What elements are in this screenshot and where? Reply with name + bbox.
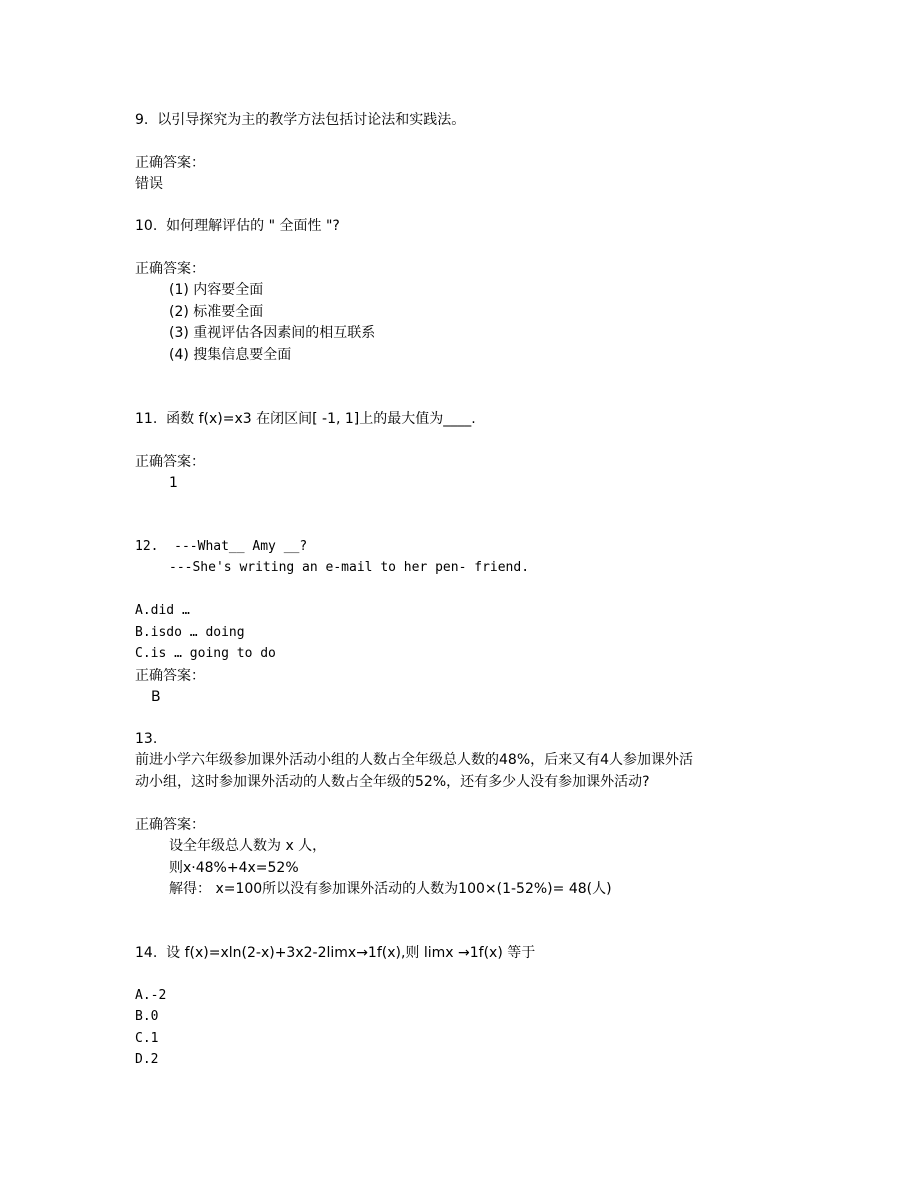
q9-answer: 错误 — [135, 176, 163, 192]
q11-question: 11. 函数 f(x)=x3 在闭区间[ -1, 1]上的最大值为____. — [135, 411, 476, 427]
q12-option-b: B.isdo … doing — [135, 625, 245, 640]
q11-answer: 1 — [169, 475, 178, 491]
q9-question: 9. 以引导探究为主的教学方法包括讨论法和实践法。 — [135, 112, 466, 128]
q13-question-line1: 前进小学六年级参加课外活动小组的人数占全年级总人数的48%，后来又有4人参加课外活 — [135, 752, 694, 768]
q13-answer-line: 则x·48%+4x=52% — [169, 860, 299, 876]
q12-option-a: A.did … — [135, 603, 190, 618]
q10-answer-item: (4) 搜集信息要全面 — [169, 347, 292, 363]
q11-answer-label: 正确答案： — [135, 454, 205, 470]
q12-answer-label: 正确答案： — [135, 668, 205, 684]
q12-option-c: C.is … going to do — [135, 646, 276, 661]
q10-answer-label: 正确答案： — [135, 261, 205, 277]
q10-question: 10. 如何理解评估的 " 全面性 "? — [135, 218, 340, 234]
q12-question-line2: ---She's writing an e-mail to her pen- friend. — [169, 560, 530, 575]
q14-option-b: B.0 — [135, 1009, 159, 1024]
q14-option-d: D.2 — [135, 1052, 159, 1067]
q13-answer-line: 解得： x=100所以没有参加课外活动的人数为100×(1-52%)= 48(人) — [169, 881, 612, 897]
q12-question: 12. ---What__ Amy __? — [135, 539, 308, 554]
q10-answer-item: (1) 内容要全面 — [169, 282, 264, 298]
q13-answer-line: 设全年级总人数为 x 人， — [169, 838, 327, 854]
q14-option-c: C.1 — [135, 1031, 159, 1046]
q13-answer-label: 正确答案： — [135, 817, 205, 833]
q12-answer: B — [151, 689, 161, 705]
q14-option-a: A.-2 — [135, 988, 167, 1003]
q13-number: 13. — [135, 731, 158, 747]
q10-answer-item: (2) 标准要全面 — [169, 304, 264, 320]
q10-answer-item: (3) 重视评估各因素间的相互联系 — [169, 325, 376, 341]
q9-answer-label: 正确答案： — [135, 155, 205, 171]
q13-question-line2: 动小组，这时参加课外活动的人数占全年级的52%，还有多少人没有参加课外活动? — [135, 774, 650, 790]
q14-question: 14. 设 f(x)=xln(2-x)+3x2-2limx→1f(x),则 limx →1f(x) 等于 — [135, 945, 536, 961]
